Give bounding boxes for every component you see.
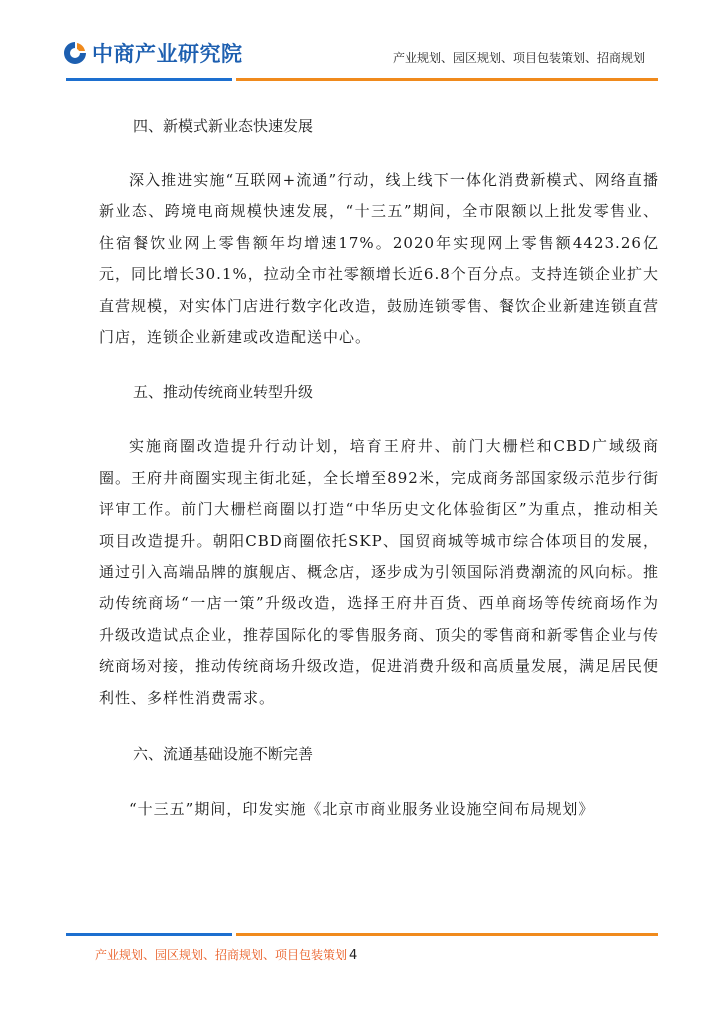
logo-mark-icon [62, 40, 88, 66]
document-body [99, 108, 659, 826]
header-tagline: 产业规划、园区规划、项目包装策划、招商规划 [392, 51, 645, 65]
page-number: 4 [349, 948, 358, 963]
section-heading: 四、新模式新业态快速发展 [133, 117, 314, 135]
section-paragraph: 深入推进实施“互联网+流通”行动，线上线下一体化消费新模式、网络直播新业态、跨境电商规模快速发展，“十三五”期间，全市限额以上批发零售业、住宿餐饮业网上零售额年均增速17%。2020年实现网上零售额4423.26亿元，同比增长30.1%，拉动全市社零额增长近6.8个百分点。支持连锁企业扩大直营规模，对实体门店进行数字化改造，鼓励连锁零售、餐饮企业新建连锁直营门店，连锁企业新建或改造配送中心。 [99, 171, 660, 347]
footer-rule-blue [66, 933, 232, 936]
logo-text: 中商产业研究院 [92, 42, 243, 66]
section-paragraph: 实施商圈改造提升行动计划，培育王府井、前门大栅栏和CBD广域级商圈。王府井商圈实现主街北延，全长增至892米，完成商务部国家级示范步行街评审工作。前门大栅栏商圈以打造“中华历史文化体验街区”为重点，推动相关项目改造提升。朝阳CBD商圈依托SKP、国贸商城等城市综合体项目的发展，通过引入高端品牌的旗舰店、概念店，逐步成为引领国际消费潮流的风向标。推动传统商场“一店一策”升级改造，选择王府井百货、西单商场等传统商场作为升级改造试点企业，推荐国际化的零售服务商、顶尖的零售商和新零售企业与传统商场对接，推动传统商场升级改造，促进消费升级和高质量发展，满足居民便利性、多样性消费需求。 [99, 437, 660, 707]
page-header [0, 0, 724, 90]
footer-rule-orange [236, 933, 658, 936]
section-heading: 五、推动传统商业转型升级 [133, 383, 314, 402]
footer-tagline: 产业规划、园区规划、招商规划、项目包装策划 [95, 948, 348, 962]
section-heading: 六、流通基础设施不断完善 [133, 745, 314, 764]
section-paragraph: “十三五”期间，印发实施《北京市商业服务业设施空间布局规划》 [129, 800, 595, 819]
page-footer [95, 946, 357, 963]
logo [62, 38, 243, 68]
header-rule-orange [236, 78, 658, 81]
header-rule-blue [66, 78, 232, 81]
